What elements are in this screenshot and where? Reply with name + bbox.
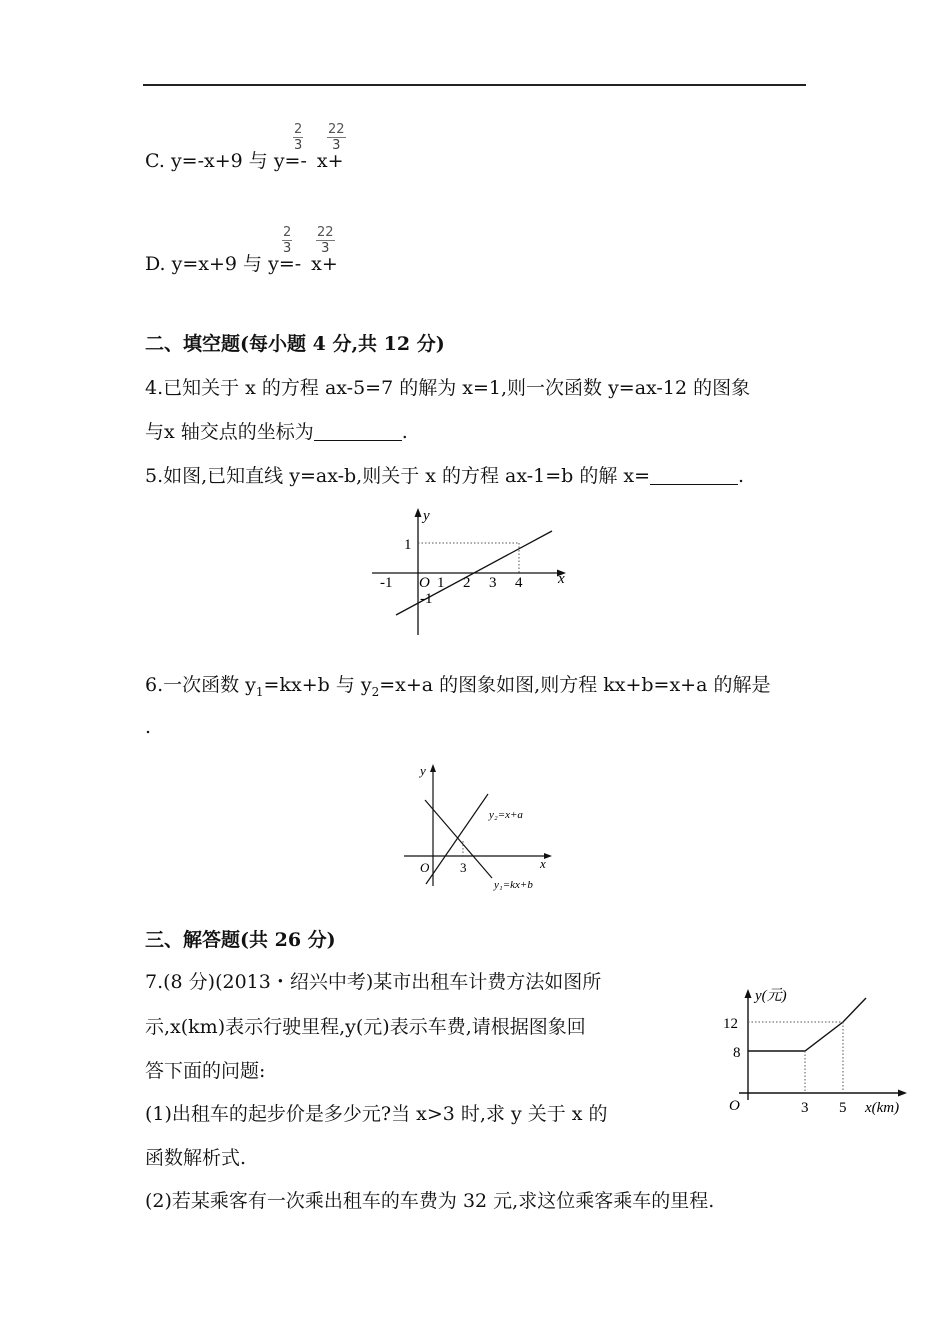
q7-line6: (2)若某乘客有一次乘出租车的车费为 32 元,求这位乘客乘车的里程. [145,1190,715,1212]
q4-line2 [145,417,408,444]
q7-x-tick-5: 5 [839,1100,847,1116]
option-d-fraction-1: $\frac{2}{3}$ [283,225,292,256]
q7-y-tick-12: 12 [723,1016,738,1032]
q6-text-b: =kx+b 与 y [263,674,372,696]
q7-line1: 7.(8 分)(2013・绍兴中考)某市出租车计费方法如图所 [145,971,602,993]
q5-x-tick-2: 2 [463,575,471,591]
q5-answer-blank[interactable] [650,466,738,485]
q5-y-tick-1: 1 [404,537,412,553]
q6-sub2: 2 [371,684,380,699]
q5-y-label: y [423,508,430,524]
section-2-title: 二、填空题(每小题 4 分,共 12 分) [145,333,445,355]
q5-x-tick-1: 1 [437,575,445,591]
option-d-prefix: D. y=x+9 与 y=- [145,253,302,275]
option-c-var: x+ [316,150,344,172]
q7-x-arrow [898,1090,907,1097]
q5-x-tick-3: 3 [489,575,497,591]
q6-line2: . [145,716,152,738]
option-c-prefix: C. y=-x+9 与 y=- [145,150,307,172]
q6-line-y2 [426,794,488,884]
q5-y-tick-neg1: -1 [420,591,433,607]
q6-label-y2: y₂=x+a [489,809,523,821]
q4-tail: . [401,421,408,443]
q7-y-label: y(元) [755,988,787,1004]
q6-figure [400,760,560,896]
q5-x-label: x [558,571,565,587]
option-d [145,249,338,276]
q5-text: 5.如图,已知直线 y=ax-b,则关于 x 的方程 ax-1=b 的解 x= [145,465,651,487]
q6-line1 [145,670,770,699]
q6-text-c: =x+a 的图象如图,则方程 kx+b=x+a 的解是 [379,674,771,696]
q5-x-tick-neg1: -1 [380,575,393,591]
q4-line2-text: 与x 轴交点的坐标为 [145,421,314,443]
q5-y-arrow [415,508,422,517]
top-rule [143,84,806,86]
q6-text-a: 6.一次函数 y [145,674,256,696]
option-c-fraction-1: $\frac{2}{3}$ [294,122,303,153]
q5-line [145,461,744,488]
q7-line3: 答下面的问题: [145,1060,266,1082]
q7-line5: 函数解析式. [145,1147,247,1169]
q7-x-tick-3: 3 [801,1100,809,1116]
q7-y-tick-8: 8 [733,1045,741,1061]
option-c-fraction-2: $\frac{22}{3}$ [328,122,345,153]
q6-y-arrow [430,764,436,772]
q7-origin: O [729,1098,740,1114]
q5-figure [368,503,578,639]
q4-answer-blank[interactable] [314,422,402,441]
option-d-fraction-2: $\frac{22}{3}$ [317,225,334,256]
q4-line1: 4.已知关于 x 的方程 ax-5=7 的解为 x=1,则一次函数 y=ax-12 的图象 [145,377,751,399]
q6-x-tick-3: 3 [460,860,467,875]
q7-figure [715,982,915,1120]
q7-line2: 示,x(km)表示行驶里程,y(元)表示车费,请根据图象回 [145,1016,586,1038]
q7-fare-graph [748,998,866,1051]
q6-sub1: 1 [255,684,264,699]
q7-line4: (1)出租车的起步价是多少元?当 x>3 时,求 y 关于 x 的 [145,1103,608,1125]
section-3-title: 三、解答题(共 26 分) [145,929,336,951]
q6-line-y1 [425,800,492,878]
q5-tail: . [738,465,745,487]
option-c [145,146,344,173]
q6-origin: O [420,860,430,875]
q6-y-label: y [420,763,426,778]
q6-x-label: x [540,856,546,871]
q6-label-y1: y₁=kx+b [494,879,533,891]
q7-y-arrow [745,989,752,998]
q5-x-tick-4: 4 [515,575,523,591]
option-d-var: x+ [311,253,338,275]
q5-origin: O [419,575,430,591]
q7-x-label: x(km) [865,1100,900,1116]
